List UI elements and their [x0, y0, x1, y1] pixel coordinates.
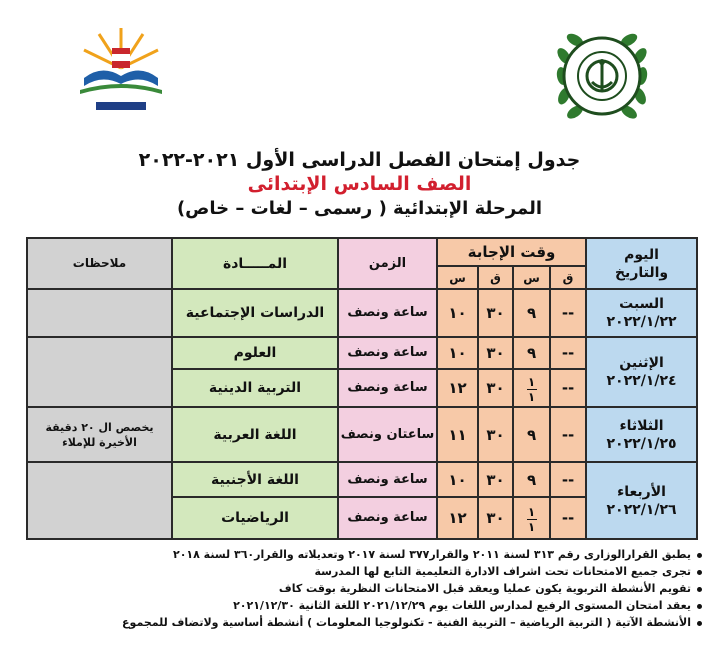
header-date-label: والتاريخ [614, 264, 669, 281]
page-title: جدول إمتحان الفصل الدراسى الأول ٢٠٢١-٢٠٢٢ [138, 149, 581, 171]
end-hour: ١٢ [437, 497, 478, 539]
subject-cell: الدراسات الإجتماعية [172, 289, 338, 336]
duration-cell: ساعة ونصف [338, 369, 437, 407]
hour-fraction [527, 506, 537, 533]
day-date: ٢٠٢٢/١/٢٤ [606, 372, 677, 389]
fraction-top: ١ [527, 505, 536, 520]
end-hour: ١٠ [437, 337, 478, 369]
header [0, 148, 719, 221]
duration-cell: ساعتان ونصف [338, 407, 437, 462]
exam-schedule-table [26, 237, 698, 540]
table-row [27, 337, 697, 369]
start-hour-fraction [513, 497, 550, 539]
subject-cell: اللغة الأجنبية [172, 462, 338, 496]
bullet-icon [697, 553, 702, 558]
duration-cell: ساعة ونصف [338, 497, 437, 539]
note-text: يطبق القرارالوزارى رقم ٣١٣ لسنة ٢٠١١ والقرار٣٧٧ لسنة ٢٠١٧ وتعديلاته والقرار٣٦٠ لسنة ٢٠١٨ [172, 548, 691, 561]
start-minute: -- [550, 407, 586, 462]
grade-title: الصف السادس الإبتدائى [247, 173, 472, 195]
end-hour: ١٠ [437, 462, 478, 496]
day-name: الثلاثاء [619, 417, 664, 434]
end-hour: ١١ [437, 407, 478, 462]
subject-cell: اللغة العربية [172, 407, 338, 462]
start-hour-fraction [513, 369, 550, 407]
end-hour: ١٢ [437, 369, 478, 407]
end-minute: ٣٠ [478, 369, 513, 407]
table-row [27, 289, 697, 336]
note-text: تجرى جميع الامتحانات تحت اشراف الادارة التعليمية التابع لها المدرسة [314, 565, 691, 578]
start-hour: ٩ [513, 289, 550, 336]
start-minute: -- [550, 369, 586, 407]
start-minute: -- [550, 497, 586, 539]
notes-list [10, 546, 702, 631]
day-date: ٢٠٢٢/١/٢٦ [606, 501, 677, 518]
fraction-bottom: ١ [527, 390, 536, 405]
day-date: ٢٠٢٢/١/٢٢ [606, 313, 677, 330]
sub-header-cell: ق [550, 266, 586, 289]
header-day-label: اليوم [624, 246, 659, 263]
stage-title: المرحلة الإبتدائية ( رسمى – لغات – خاص) [176, 198, 543, 219]
table-row [27, 407, 697, 462]
note-text: يعقد امتحان المستوى الرفيع لمدارس اللغات يوم ٢٠٢١/١٢/٢٩ اللغة الثانية ٢٠٢١/١٢/٣٠ [233, 599, 691, 612]
note-item [10, 563, 702, 580]
note-text: الأنشطة الآتية ( التربية الرياضية – التربية الفنية - تكنولوجيا المعلومات ) أنشطة أساسية ولاتضاف للمجموع [122, 616, 691, 629]
start-hour: ٩ [513, 462, 550, 496]
table-row [27, 462, 697, 496]
end-minute: ٣٠ [478, 289, 513, 336]
education-directorate-logo [72, 20, 170, 116]
start-hour: ٩ [513, 337, 550, 369]
sub-header-cell: س [437, 266, 478, 289]
note-item [10, 614, 702, 631]
day-cell [586, 289, 697, 336]
sub-header-cell: س [513, 266, 550, 289]
duration-cell: ساعة ونصف [338, 337, 437, 369]
day-cell [586, 407, 697, 462]
note-text: تقويم الأنشطة التربوية يكون عمليا ويعقد قبل الامتحانات النظرية بوقت كاف [278, 582, 691, 595]
header-day-date [586, 238, 697, 289]
end-hour: ١٠ [437, 289, 478, 336]
duration-cell: ساعة ونصف [338, 289, 437, 336]
bullet-icon [697, 587, 702, 592]
bullet-icon [697, 604, 702, 609]
day-cell [586, 462, 697, 539]
note-item [10, 597, 702, 614]
start-minute: -- [550, 337, 586, 369]
fraction-bottom: ١ [527, 520, 536, 535]
end-minute: ٣٠ [478, 407, 513, 462]
header-row [27, 238, 697, 266]
duration-cell: ساعة ونصف [338, 462, 437, 496]
header-subject: المـــــادة [172, 238, 338, 289]
subject-cell: التربية الدينية [172, 369, 338, 407]
start-hour: ٩ [513, 407, 550, 462]
fraction-top: ١ [527, 375, 536, 390]
day-cell [586, 337, 697, 407]
day-name: الأربعاء [617, 483, 666, 500]
port-said-governorate-seal [548, 22, 656, 130]
end-minute: ٣٠ [478, 497, 513, 539]
day-name: السبت [619, 295, 664, 312]
note-item [10, 580, 702, 597]
start-minute: -- [550, 462, 586, 496]
note-cell [27, 289, 172, 336]
note-cell: يخصص ال ٢٠ دقيقة الأخيرة للإملاء [27, 407, 172, 462]
start-minute: -- [550, 289, 586, 336]
header-duration: الزمن [338, 238, 437, 289]
end-minute: ٣٠ [478, 462, 513, 496]
header-notes: ملاحظات [27, 238, 172, 289]
header-answer-time: وقت الإجابة [437, 238, 586, 266]
note-item [10, 546, 702, 563]
end-minute: ٣٠ [478, 337, 513, 369]
hour-fraction [527, 376, 537, 403]
bullet-icon [697, 621, 702, 626]
subject-cell: الرياضيات [172, 497, 338, 539]
bullet-icon [697, 570, 702, 575]
day-name: الإثنين [619, 354, 664, 371]
subject-cell: العلوم [172, 337, 338, 369]
day-date: ٢٠٢٢/١/٢٥ [606, 435, 677, 452]
note-cell [27, 462, 172, 539]
note-cell [27, 337, 172, 407]
sub-header-cell: ق [478, 266, 513, 289]
